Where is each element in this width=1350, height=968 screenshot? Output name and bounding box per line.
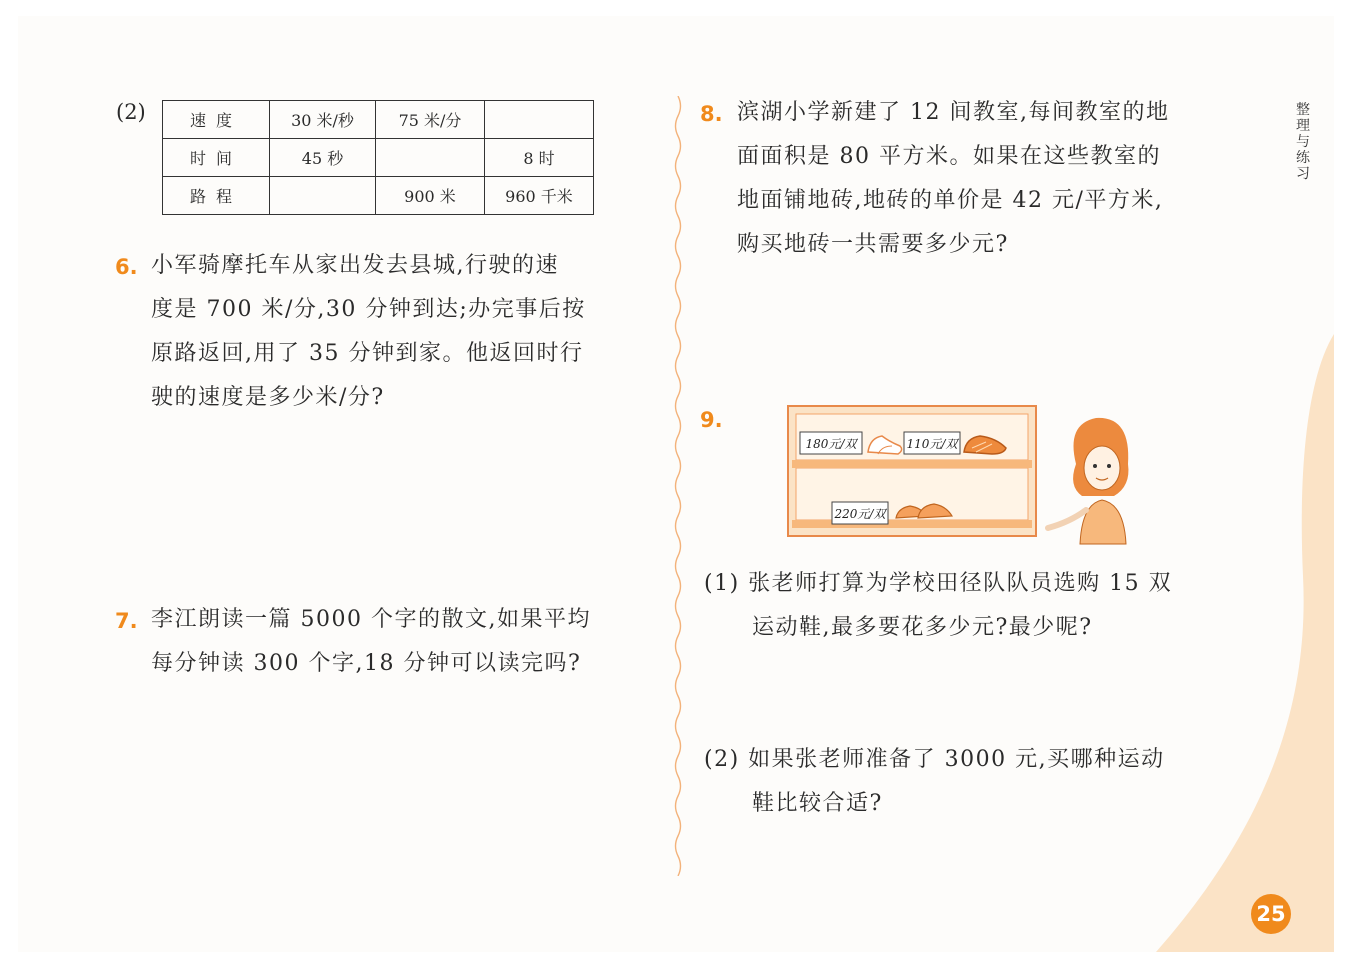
speed-time-distance-table (162, 100, 594, 215)
text-line: 购买地砖一共需要多少元? (737, 232, 1009, 257)
question-6-text (151, 244, 586, 420)
text-line: 原路返回,用了 35 分钟到家。他返回时行 (151, 341, 584, 366)
table-cell (376, 139, 485, 177)
question-6-number: 6. (115, 255, 138, 279)
shoe-shelf-illustration (786, 404, 1166, 564)
table-row (163, 101, 594, 139)
table-row (163, 177, 594, 215)
table-cell: 30 米/秒 (270, 101, 376, 139)
table-cell: 900 米 (376, 177, 485, 215)
price-tag-220 (832, 502, 888, 524)
table-cell: 960 千米 (485, 177, 594, 215)
page-divider (671, 96, 685, 876)
text-line: 驶的速度是多少米/分? (151, 385, 385, 410)
subquestion-2-label: (2) (116, 100, 146, 124)
text-line: 如果张老师准备了 3000 元,买哪种运动 (748, 747, 1165, 772)
table-cell: 75 米/分 (376, 101, 485, 139)
text-line: 李江朗读一篇 5000 个字的散文,如果平均 (151, 607, 591, 632)
table-cell (270, 177, 376, 215)
page-number-badge: 25 (1251, 894, 1291, 934)
table-cell: 45 秒 (270, 139, 376, 177)
part-1-label: (1) (704, 571, 740, 596)
text-line: 鞋比较合适? (752, 791, 883, 816)
text-line (704, 738, 1165, 782)
part-2-label: (2) (704, 747, 740, 772)
row-header: 路程 (163, 177, 270, 215)
question-9-number: 9. (700, 408, 723, 432)
question-7-text (151, 598, 591, 686)
text-line (704, 562, 1172, 606)
table-cell: 8 时 (485, 139, 594, 177)
question-8-text (737, 91, 1169, 267)
text-line: 运动鞋,最多要花多少元?最少呢? (752, 615, 1093, 640)
text-line: 每分钟读 300 个字,18 分钟可以读完吗? (151, 651, 582, 676)
svg-text:180元/双: 180元/双 (805, 437, 857, 451)
text-line: 张老师打算为学校田径队队员选购 15 双 (748, 571, 1173, 596)
section-side-label: 整理与练习 (1296, 102, 1310, 182)
svg-text:220元/双: 220元/双 (834, 507, 886, 521)
row-header: 时间 (163, 139, 270, 177)
text-line: 小军骑摩托车从家出发去县城,行驶的速 (151, 253, 559, 278)
question-9-part-1 (704, 562, 1172, 650)
table-row (163, 139, 594, 177)
text-line: 度是 700 米/分,30 分钟到达;办完事后按 (151, 297, 586, 322)
table-cell (485, 101, 594, 139)
workbook-page (18, 16, 1334, 952)
text-line: 面面积是 80 平方米。如果在这些教室的 (737, 144, 1161, 169)
svg-text:110元/双: 110元/双 (906, 437, 958, 451)
price-tag-110 (904, 432, 960, 454)
row-header: 速度 (163, 101, 270, 139)
teacher-girl-illustration (1048, 418, 1128, 544)
text-line: 地面铺地砖,地砖的单价是 42 元/平方米, (737, 188, 1164, 213)
question-8-number: 8. (700, 102, 723, 126)
question-9-part-2 (704, 738, 1165, 826)
question-7-number: 7. (115, 609, 138, 633)
price-tag-180 (800, 432, 862, 454)
text-line: 滨湖小学新建了 12 间教室,每间教室的地 (737, 100, 1170, 125)
